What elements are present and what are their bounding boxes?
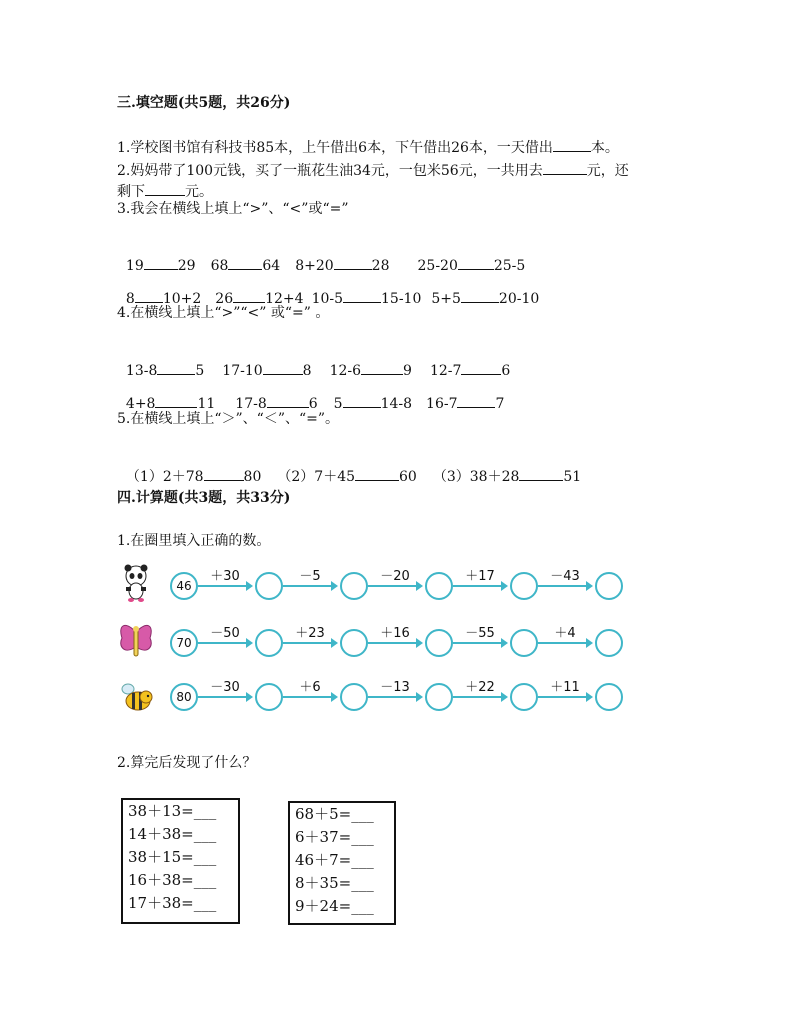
q4-r2-left1: 4+8 <box>125 396 156 412</box>
q1-suffix: 本。 <box>590 140 619 156</box>
operation-label: ＋16 <box>380 626 410 641</box>
q4-r2-left4: 16-7 <box>426 396 458 412</box>
q3-blank[interactable] <box>334 255 372 270</box>
s4-q2-title: 2.算完后发现了什么？ <box>117 755 257 771</box>
q5-row <box>117 448 581 486</box>
calc-row: 14＋38=___ <box>128 825 217 843</box>
calc-row: 38＋15=___ <box>128 848 217 866</box>
arrow-right-icon <box>538 696 591 698</box>
q3-r1-left1: 19 <box>125 258 144 274</box>
answer-circle[interactable] <box>255 629 283 657</box>
q4-blank[interactable] <box>263 360 303 375</box>
arrow-right-icon <box>453 585 506 587</box>
arrow-right-icon <box>283 642 336 644</box>
q3-r1-right4: 25-5 <box>493 258 526 274</box>
q4-r1-left4: 12-7 <box>429 363 462 379</box>
answer-circle[interactable] <box>425 572 453 600</box>
operation-label: －43 <box>550 569 580 584</box>
panda-icon <box>116 563 156 603</box>
q3-title: 3.我会在横线上填上“>”、“<”或“=” <box>117 201 349 217</box>
answer-circle[interactable] <box>340 683 368 711</box>
section4-title: 四.计算题(共3题，共33分) <box>117 490 291 506</box>
arrow-right-icon <box>453 696 506 698</box>
q4-blank[interactable] <box>155 393 197 408</box>
arrow-right-icon <box>198 585 251 587</box>
answer-circle[interactable] <box>425 683 453 711</box>
q4-title: 4.在横线上填上“>”“<” 或“=” 。 <box>117 305 330 321</box>
operation-label: －13 <box>380 680 410 695</box>
q3-row2 <box>117 270 539 308</box>
calc-row: 9＋24=___ <box>295 897 374 915</box>
arrow-right-icon <box>368 642 421 644</box>
q5-title: 5.在横线上填上“＞”、“＜”、“=”。 <box>117 411 340 427</box>
q2-prefix2: 剩下 <box>117 184 145 200</box>
arrow-right-icon <box>283 696 336 698</box>
q3-r2-right3: 15-10 <box>381 291 422 307</box>
arrow-right-icon <box>368 696 421 698</box>
operation-label: ＋30 <box>210 569 240 584</box>
q4-r2-left3: 5 <box>333 396 343 412</box>
answer-circle[interactable] <box>340 629 368 657</box>
q5-right2: 60 <box>399 469 417 485</box>
q3-blank[interactable] <box>343 288 381 303</box>
q5-blank[interactable] <box>355 466 399 481</box>
q3-r1-right2: 64 <box>262 258 281 274</box>
answer-circle[interactable] <box>255 683 283 711</box>
q3-r1-right3: 28 <box>371 258 390 274</box>
operation-label: ＋23 <box>295 626 325 641</box>
q4-r2-right3: 14-8 <box>380 396 413 412</box>
calc-row: 17＋38=___ <box>128 894 217 912</box>
bee-icon <box>116 677 156 717</box>
calc-row: 6＋37=___ <box>295 828 374 846</box>
q4-r2-right2: 6 <box>308 396 318 412</box>
arrow-right-icon <box>453 642 506 644</box>
q4-blank[interactable] <box>361 360 403 375</box>
q4-r2-right1: 11 <box>197 396 216 412</box>
q2-suffix2: 元。 <box>185 184 213 200</box>
q3-r1-right1: 29 <box>177 258 196 274</box>
q3-r2-left3: 10-5 <box>311 291 344 307</box>
arrow-right-icon <box>538 585 591 587</box>
q2-blank2[interactable] <box>145 181 185 196</box>
q4-blank[interactable] <box>461 360 501 375</box>
calc-row: 38＋13=___ <box>128 802 217 820</box>
operation-label: －55 <box>465 626 495 641</box>
answer-circle[interactable] <box>510 572 538 600</box>
section3-title: 三.填空题(共5题，共26分) <box>117 95 291 111</box>
operation-label: ＋17 <box>465 569 495 584</box>
q3-blank[interactable] <box>228 255 262 270</box>
butterfly-icon <box>116 620 156 660</box>
operation-label: ＋22 <box>465 680 495 695</box>
q3-r2-left1: 8 <box>125 291 135 307</box>
q3-blank[interactable] <box>135 288 163 303</box>
q3-r2-left4: 5+5 <box>431 291 461 307</box>
q4-blank[interactable] <box>457 393 495 408</box>
start-number-circle: 80 <box>170 683 198 711</box>
q5-right3: 51 <box>563 469 582 485</box>
q1-blank[interactable] <box>553 137 591 152</box>
q3-r1-left3: 8+20 <box>295 258 334 274</box>
operation-label: ＋11 <box>550 680 580 695</box>
answer-circle[interactable] <box>255 572 283 600</box>
q4-r1-left2: 17-10 <box>222 363 263 379</box>
q5-blank[interactable] <box>519 466 563 481</box>
calc-row: 16＋38=___ <box>128 871 217 889</box>
operation-label: ＋4 <box>554 626 576 641</box>
q4-r2-left2: 17-8 <box>235 396 267 412</box>
answer-circle[interactable] <box>595 629 623 657</box>
q5-left3: （3）38＋28 <box>432 469 520 485</box>
q2-suffix1: 元，还 <box>586 163 629 179</box>
q4-row2 <box>117 375 504 413</box>
start-number-circle: 70 <box>170 629 198 657</box>
q3-blank[interactable] <box>461 288 499 303</box>
q3-r1-left2: 68 <box>210 258 229 274</box>
q4-r2-right4: 7 <box>495 396 505 412</box>
answer-circle[interactable] <box>510 629 538 657</box>
answer-circle[interactable] <box>595 683 623 711</box>
q5-blank[interactable] <box>204 466 244 481</box>
q1-text: 1.学校图书馆有科技书85本，上午借出6本，下午借出26本，一天借出 <box>117 140 553 156</box>
q2-text: 2.妈妈带了100元钱，买了一瓶花生油34元，一包米56元，一共用去 <box>117 163 543 179</box>
q2-line1 <box>117 160 629 180</box>
arrow-right-icon <box>283 585 336 587</box>
q2-line2 <box>117 181 213 201</box>
arrow-right-icon <box>368 585 421 587</box>
arrow-right-icon <box>198 696 251 698</box>
arrow-right-icon <box>538 642 591 644</box>
q3-r2-right1: 10+2 <box>162 291 202 307</box>
q3-blank[interactable] <box>233 288 265 303</box>
operation-label: －20 <box>380 569 410 584</box>
calc-row: 46＋7=___ <box>295 851 374 869</box>
q4-blank[interactable] <box>343 393 381 408</box>
q4-r1-right2: 8 <box>302 363 312 379</box>
calc-box-2 <box>288 801 396 925</box>
q2-blank1[interactable] <box>543 160 587 175</box>
calc-box-1 <box>121 798 240 924</box>
q3-r2-left2: 26 <box>215 291 234 307</box>
q4-blank[interactable] <box>157 360 195 375</box>
operation-label: －50 <box>210 626 240 641</box>
q5-left1: （1）2＋78 <box>125 469 204 485</box>
operation-label: －30 <box>210 680 240 695</box>
q4-r1-right3: 9 <box>403 363 412 379</box>
s4-q1-title: 1.在圈里填入正确的数。 <box>117 533 271 549</box>
calc-row: 68＋5=___ <box>295 805 374 823</box>
q3-blank[interactable] <box>458 255 494 270</box>
q1-line <box>117 137 619 157</box>
q4-r1-left3: 12-6 <box>329 363 362 379</box>
answer-circle[interactable] <box>510 683 538 711</box>
q3-r2-right2: 12+4 <box>265 291 304 307</box>
answer-circle[interactable] <box>340 572 368 600</box>
answer-circle[interactable] <box>595 572 623 600</box>
q4-r1-left1: 13-8 <box>125 363 158 379</box>
q4-r1-right1: 5 <box>195 363 205 379</box>
q5-right1: 80 <box>243 469 262 485</box>
calc-row: 8＋35=___ <box>295 874 374 892</box>
operation-label: －5 <box>299 569 321 584</box>
q3-r2-right4: 20-10 <box>498 291 540 307</box>
start-number-circle: 46 <box>170 572 198 600</box>
q4-r1-right4: 6 <box>501 363 511 379</box>
q3-r1-left4: 25-20 <box>417 258 458 274</box>
answer-circle[interactable] <box>425 629 453 657</box>
q5-left2: （2）7＋45 <box>277 469 356 485</box>
arrow-right-icon <box>198 642 251 644</box>
operation-label: ＋6 <box>299 680 321 695</box>
q4-blank[interactable] <box>267 393 309 408</box>
q3-blank[interactable] <box>144 255 178 270</box>
